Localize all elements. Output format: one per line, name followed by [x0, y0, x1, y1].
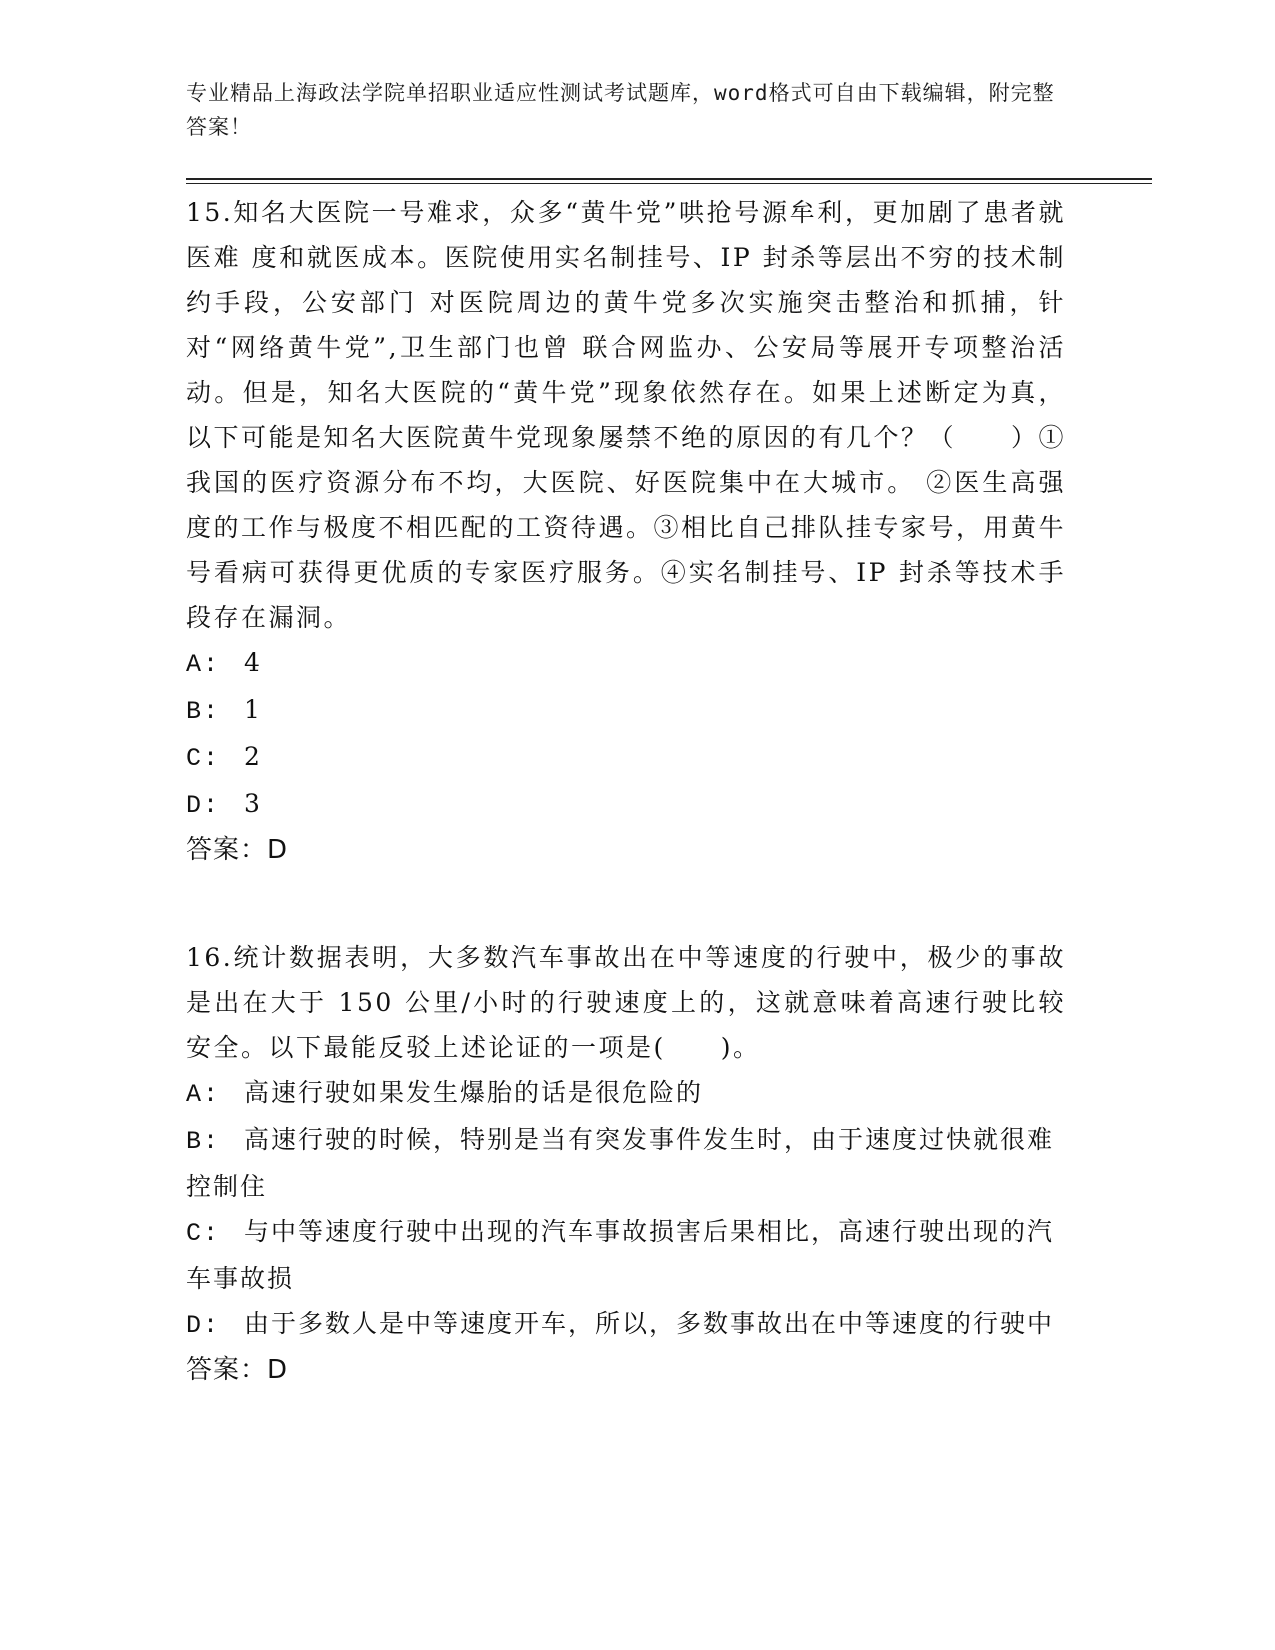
option-key: A: — [186, 650, 221, 679]
option-c — [186, 1209, 1066, 1301]
option-a — [186, 640, 1066, 687]
question-stem: 15.知名大医院一号难求，众多“黄牛党”哄抢号源牟利，更加剧了患者就医难 度和就医成本。医院使用实名制挂号、IP 封杀等层出不穷的技术制约手段，公安部门 对医院周边的黄牛党多次实施突击整治和抓捕，针对“网络黄牛党”,卫生部门也曾 联合网监办、公安局等展开专项整治活动。但是，知名大医院的“黄牛党”现象依然存在。如果上述断定为真，以下可能是知名大医院黄牛党现象屡禁不绝的原因的有几个？（ ）①我国的医疗资源分布不均，大医院、好医院集中在大城市。 ②医生高强度的工作与极度不相匹配的工资待遇。③相比自己排队挂专家号，用黄牛号看病可获得更优质的专家医疗服务。④实名制挂号、IP 封杀等技术手段存在漏洞。 — [186, 198, 1067, 632]
answer-line: 答案：D — [186, 1355, 289, 1385]
option-key: C: — [186, 1219, 221, 1248]
option-text: 与中等速度行驶中出现的汽车事故损害后果相比，高速行驶出现的汽车事故损 — [186, 1217, 1055, 1293]
option-text: 高速行驶的时候，特别是当有突发事件发生时，由于速度过快就很难控制住 — [186, 1125, 1055, 1201]
question-15 — [186, 190, 1066, 873]
option-text: 由于多数人是中等速度开车，所以，多数事故出在中等速度的行驶中 — [244, 1309, 1055, 1338]
option-text: 3 — [244, 789, 262, 818]
header-divider — [186, 178, 1152, 184]
option-b — [186, 687, 1066, 734]
option-c — [186, 734, 1066, 781]
option-key: D: — [186, 791, 221, 820]
option-text: 高速行驶如果发生爆胎的话是很危险的 — [244, 1078, 704, 1107]
option-text: 2 — [244, 742, 262, 771]
question-list — [186, 190, 1066, 1393]
answer-line: 答案：D — [186, 835, 289, 865]
option-d — [186, 1301, 1066, 1348]
option-a — [186, 1070, 1066, 1117]
option-key: B: — [186, 1127, 221, 1156]
question-gap — [186, 873, 1066, 935]
option-key: B: — [186, 697, 221, 726]
option-key: D: — [186, 1311, 221, 1340]
question-stem: 16.统计数据表明，大多数汽车事故出在中等速度的行驶中，极少的事故是出在大于 150 公里/小时的行驶速度上的，这就意味着高速行驶比较安全。以下最能反驳上述论证的一项是( )。 — [186, 943, 1066, 1062]
option-key: A: — [186, 1080, 221, 1109]
option-text: 4 — [244, 648, 262, 677]
option-key: C: — [186, 744, 221, 773]
option-text: 1 — [244, 695, 262, 724]
option-b — [186, 1117, 1066, 1209]
page-header: 专业精品上海政法学院单招职业适应性测试考试题库，word格式可自由下载编辑，附完整答案！ — [186, 81, 1055, 139]
question-16 — [186, 935, 1066, 1393]
option-d — [186, 781, 1066, 828]
